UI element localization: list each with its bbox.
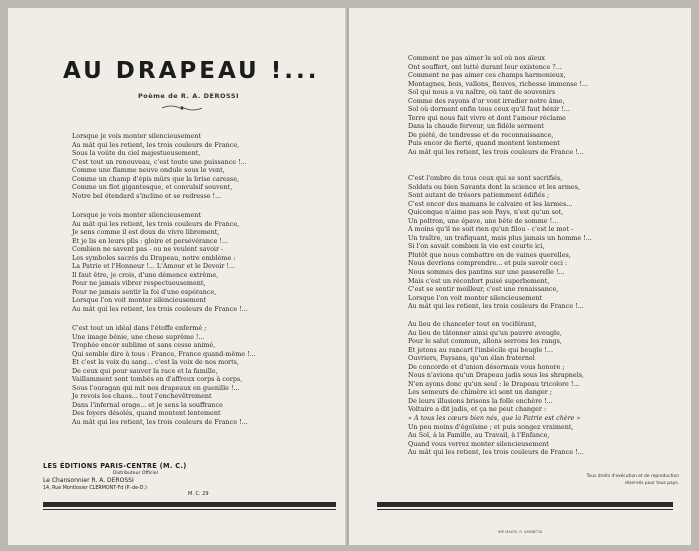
poem-line: Lorsque l'on voit monter silencieusement <box>408 293 543 302</box>
poem-line: Puis encor de fierté, quand montent lentement <box>408 139 560 148</box>
rights-line-2: réservés pour tous pays. <box>624 480 679 486</box>
rights-notice <box>559 474 679 487</box>
poem-line: Les symboles sacrés du Drapeau, notre emblème : <box>72 253 236 262</box>
poem-line: Sous l'ouragan qui mit nos drapeaux en guenille !... <box>72 383 240 392</box>
poem-line: Au mât qui les retient, les trois couleurs de France !... <box>72 418 248 427</box>
poem-line: « A tous les cœurs bien nés, que la Patrie est chère » <box>408 414 581 423</box>
poem-line: Au mât qui les retient, les trois couleurs de France !... <box>72 305 248 314</box>
poem-line: Au Sol, à la Famille, au Travail, à l'Enfance, <box>408 431 550 440</box>
poem-line: Sol qui nous a vu naître, où tant de souvenirs <box>408 88 556 97</box>
poem-line: Comment ne pas aimer ces champs harmonieux, <box>408 71 566 80</box>
poem-line: Comme un champ d'épis mûrs que la brise caresse, <box>72 174 240 183</box>
poem-line: De piété, de tendresse et de reconnaissance, <box>408 130 554 139</box>
poem-line: La Patrie et l'Honneur !... L'Amour et le Devoir !... <box>72 262 236 271</box>
poem-line: Au mât qui les retient, les trois couleurs de France, <box>72 140 240 149</box>
page-title: AU DRAPEAU !... <box>63 58 320 84</box>
printer-credit: IMP. MAZYE, R. GAMBETTA <box>497 530 543 534</box>
poem-line: A moins qu'il ne soit rien qu'un filou - c'est le mot - <box>408 225 574 234</box>
rights-line-1: Tous droits d'exécution et de reproduction <box>586 474 679 479</box>
poem-line: Plutôt que nous combattre en de vaines querelles, <box>408 250 571 259</box>
poem-line: Pour ne jamais vibrer respectueusement, <box>72 279 206 288</box>
poem-line: Et c'est la voix du sang... c'est la voix de nos morts, <box>72 358 239 367</box>
poem-line: Je sens comme il est doux de vivre librement, <box>72 228 220 237</box>
stanza-1 <box>72 132 247 200</box>
poem-line: Soldats ou bien Savants dont la science et les armes, <box>408 182 580 191</box>
poem-line: Un peu moins d'égoïsme ; et puis songez vraiment, <box>408 422 574 431</box>
poem-line: Pour ne jamais sentir la foi d'une espérance, <box>72 287 217 296</box>
poem-line: Comme un flot gigantesque, et convulsif souvent, <box>72 183 233 192</box>
poem-line: Et je lis en leurs plis : gloire et persévérance !... <box>72 236 229 245</box>
poem-line: De leurs illusions brisons la folle enchère !... <box>408 396 553 405</box>
stanza-5 <box>408 174 592 311</box>
chansonnier-name: Le Chansonnier R. A. DEROSSI <box>43 477 134 484</box>
poem-line: Au lieu de chanceler tout en vociférant, <box>408 320 537 328</box>
poem-line: Au mât qui les retient, les trois couleurs de France, <box>72 219 240 228</box>
poem-line: Une image bénie, une chose suprême !... <box>72 332 205 341</box>
footer-rule <box>43 502 336 507</box>
poem-line: Mais c'est un réconfort puisé superbement, <box>408 276 550 285</box>
footer-rule-thin <box>377 509 673 510</box>
poem-line: Des foyers désolés, quand montent lentement <box>72 409 221 418</box>
stanza-3 <box>72 324 256 427</box>
poem-line: Ont souffert, ont lutté durant leur existence ?... <box>408 62 562 71</box>
poem-line: Combien ne savent pas - ou ne veulent savoir - <box>72 245 224 254</box>
poem-line: Quiconque n'aime pas son Pays, n'est qu'un sot, <box>408 208 564 217</box>
poem-line: Au mât qui les retient, les trois couleurs de France !... <box>408 148 584 157</box>
poem-line: N'en ayons donc qu'un seul : le Drapeau tricolore !... <box>408 379 580 388</box>
poem-line: Sous la voûte du ciel majestueusement, <box>72 149 201 158</box>
poem-line: Vaillamment sont tombés en d'affreux corps à corps, <box>72 375 243 384</box>
poem-line: Dans la chaude ferveur, un fidèle serment <box>408 122 544 131</box>
poem-line: Et jetons au rancart l'imbécile qui beugle !... <box>408 345 553 354</box>
poem-line: Un poltron, une épave, une bête de somme !... <box>408 216 559 225</box>
poem-line: Nous sommes des pantins sur une passerelle !... <box>408 268 565 277</box>
poem-line: Lorsque je vois monter silencieusement <box>72 132 201 140</box>
publisher-name: LES ÉDITIONS PARIS-CENTRE (M. C.) <box>43 462 187 470</box>
poem-line: De concorde et d'union désormais vous honore ; <box>408 362 565 371</box>
poem-line: C'est l'ombre de tous ceux qui se sont sacrifiés, <box>408 174 563 182</box>
publisher-block <box>43 462 187 491</box>
poem-line: Les semeurs de chimère ici sont un danger ; <box>408 388 553 397</box>
footer-rule <box>377 502 673 507</box>
poem-line: C'est se sentir meilleur, c'est une renaissance, <box>408 285 559 294</box>
poem-line: Quand vous verrez monter silencieusement <box>408 439 549 448</box>
ornament-divider <box>160 104 204 112</box>
poem-line: Terre qui nous fait vivre et dont l'amour réclame <box>408 113 566 122</box>
poem-line: Qui semble dire à tous : France, France quand-même !... <box>72 349 256 358</box>
poem-line: C'est tout un renouveau, c'est toute une puissance !... <box>72 157 247 166</box>
right-page <box>349 8 691 545</box>
poem-line: Nous devrions comprendre... et puis savoir ceci : <box>408 259 568 268</box>
poem-line: Sol où dorment enfin tous ceux qu'il faut bénir !... <box>408 105 570 114</box>
poem-line: Trophée encor sublime et sans cesse animé, <box>72 341 216 350</box>
poem-line: Lorsque je vois monter silencieusement <box>72 211 201 219</box>
stanza-4 <box>408 54 588 157</box>
poem-line: Un traître, un trafiquant, mais plus jamais un homme !... <box>408 233 592 242</box>
poem-line: Lorsque l'on voit monter silencieusement <box>72 296 207 305</box>
poem-line: Nous n'avions qu'un Drapeau jadis sous les shrapnels, <box>408 371 585 380</box>
poem-line: Sont autant de trésors patiemment édifiés ; <box>408 191 550 200</box>
poem-line: C'est encor des mamans le calvaire et les larmes... <box>408 199 573 208</box>
catalog-ref: M. C. 29 <box>188 491 209 497</box>
poem-line: Au mât qui les retient, les trois couleurs de France !... <box>408 302 584 311</box>
poem-line: Comme des rayons d'or vont irradier notre âme, <box>408 96 565 105</box>
stanza-2 <box>72 211 248 314</box>
poem-line: Au mât qui les retient, les trois couleurs de France !... <box>408 448 584 457</box>
poem-line: Comme une flamme neuve ondule sous le vent, <box>72 166 225 175</box>
poem-line: C'est tout un idéal dans l'étoffe enfermé ; <box>72 324 207 332</box>
distributor-label: Distributeur Officiel <box>113 471 158 476</box>
poem-line: Pour le salut commun, allons serrons les rangs, <box>408 337 562 346</box>
publisher-address: 14, Rue Montlosier CLERMONT-Fd (P.-de-D.) <box>43 486 147 491</box>
poem-line: Voltaire a dit jadis, et ça ne peut changer : <box>408 405 547 414</box>
left-page <box>8 8 347 545</box>
poem-line: Je revois les chaos... tout l'enchevêtrement <box>72 392 212 401</box>
poem-line: Dans l'infernal orage... et je sens la souffrance <box>72 400 223 409</box>
poem-line: Notre bel étendard s'incline et se redresse !... <box>72 191 222 200</box>
poem-line: Il faut être, je crois, d'une démence extrême, <box>72 270 219 279</box>
poem-line: Au lieu de tâtonner ainsi qu'un pauvre aveugle, <box>408 328 562 337</box>
poem-line: Ouvriers, Paysans, qu'un élan fraternel <box>408 354 535 363</box>
footer-rule-thin <box>43 509 336 510</box>
stanza-6 <box>408 320 584 457</box>
poem-line: De ceux qui pour sauver la race et la famille, <box>72 366 218 375</box>
poem-line: Montagnes, bois, vallons, fleuves, richesse immense !... <box>408 79 589 88</box>
poem-line: Si l'on savait combien la vie est courte ici, <box>408 242 545 251</box>
poem-line: Comment ne pas aimer le sol où nos aïeux <box>408 54 545 62</box>
poem-subtitle: Poème de R. A. DEROSSI <box>138 92 240 100</box>
